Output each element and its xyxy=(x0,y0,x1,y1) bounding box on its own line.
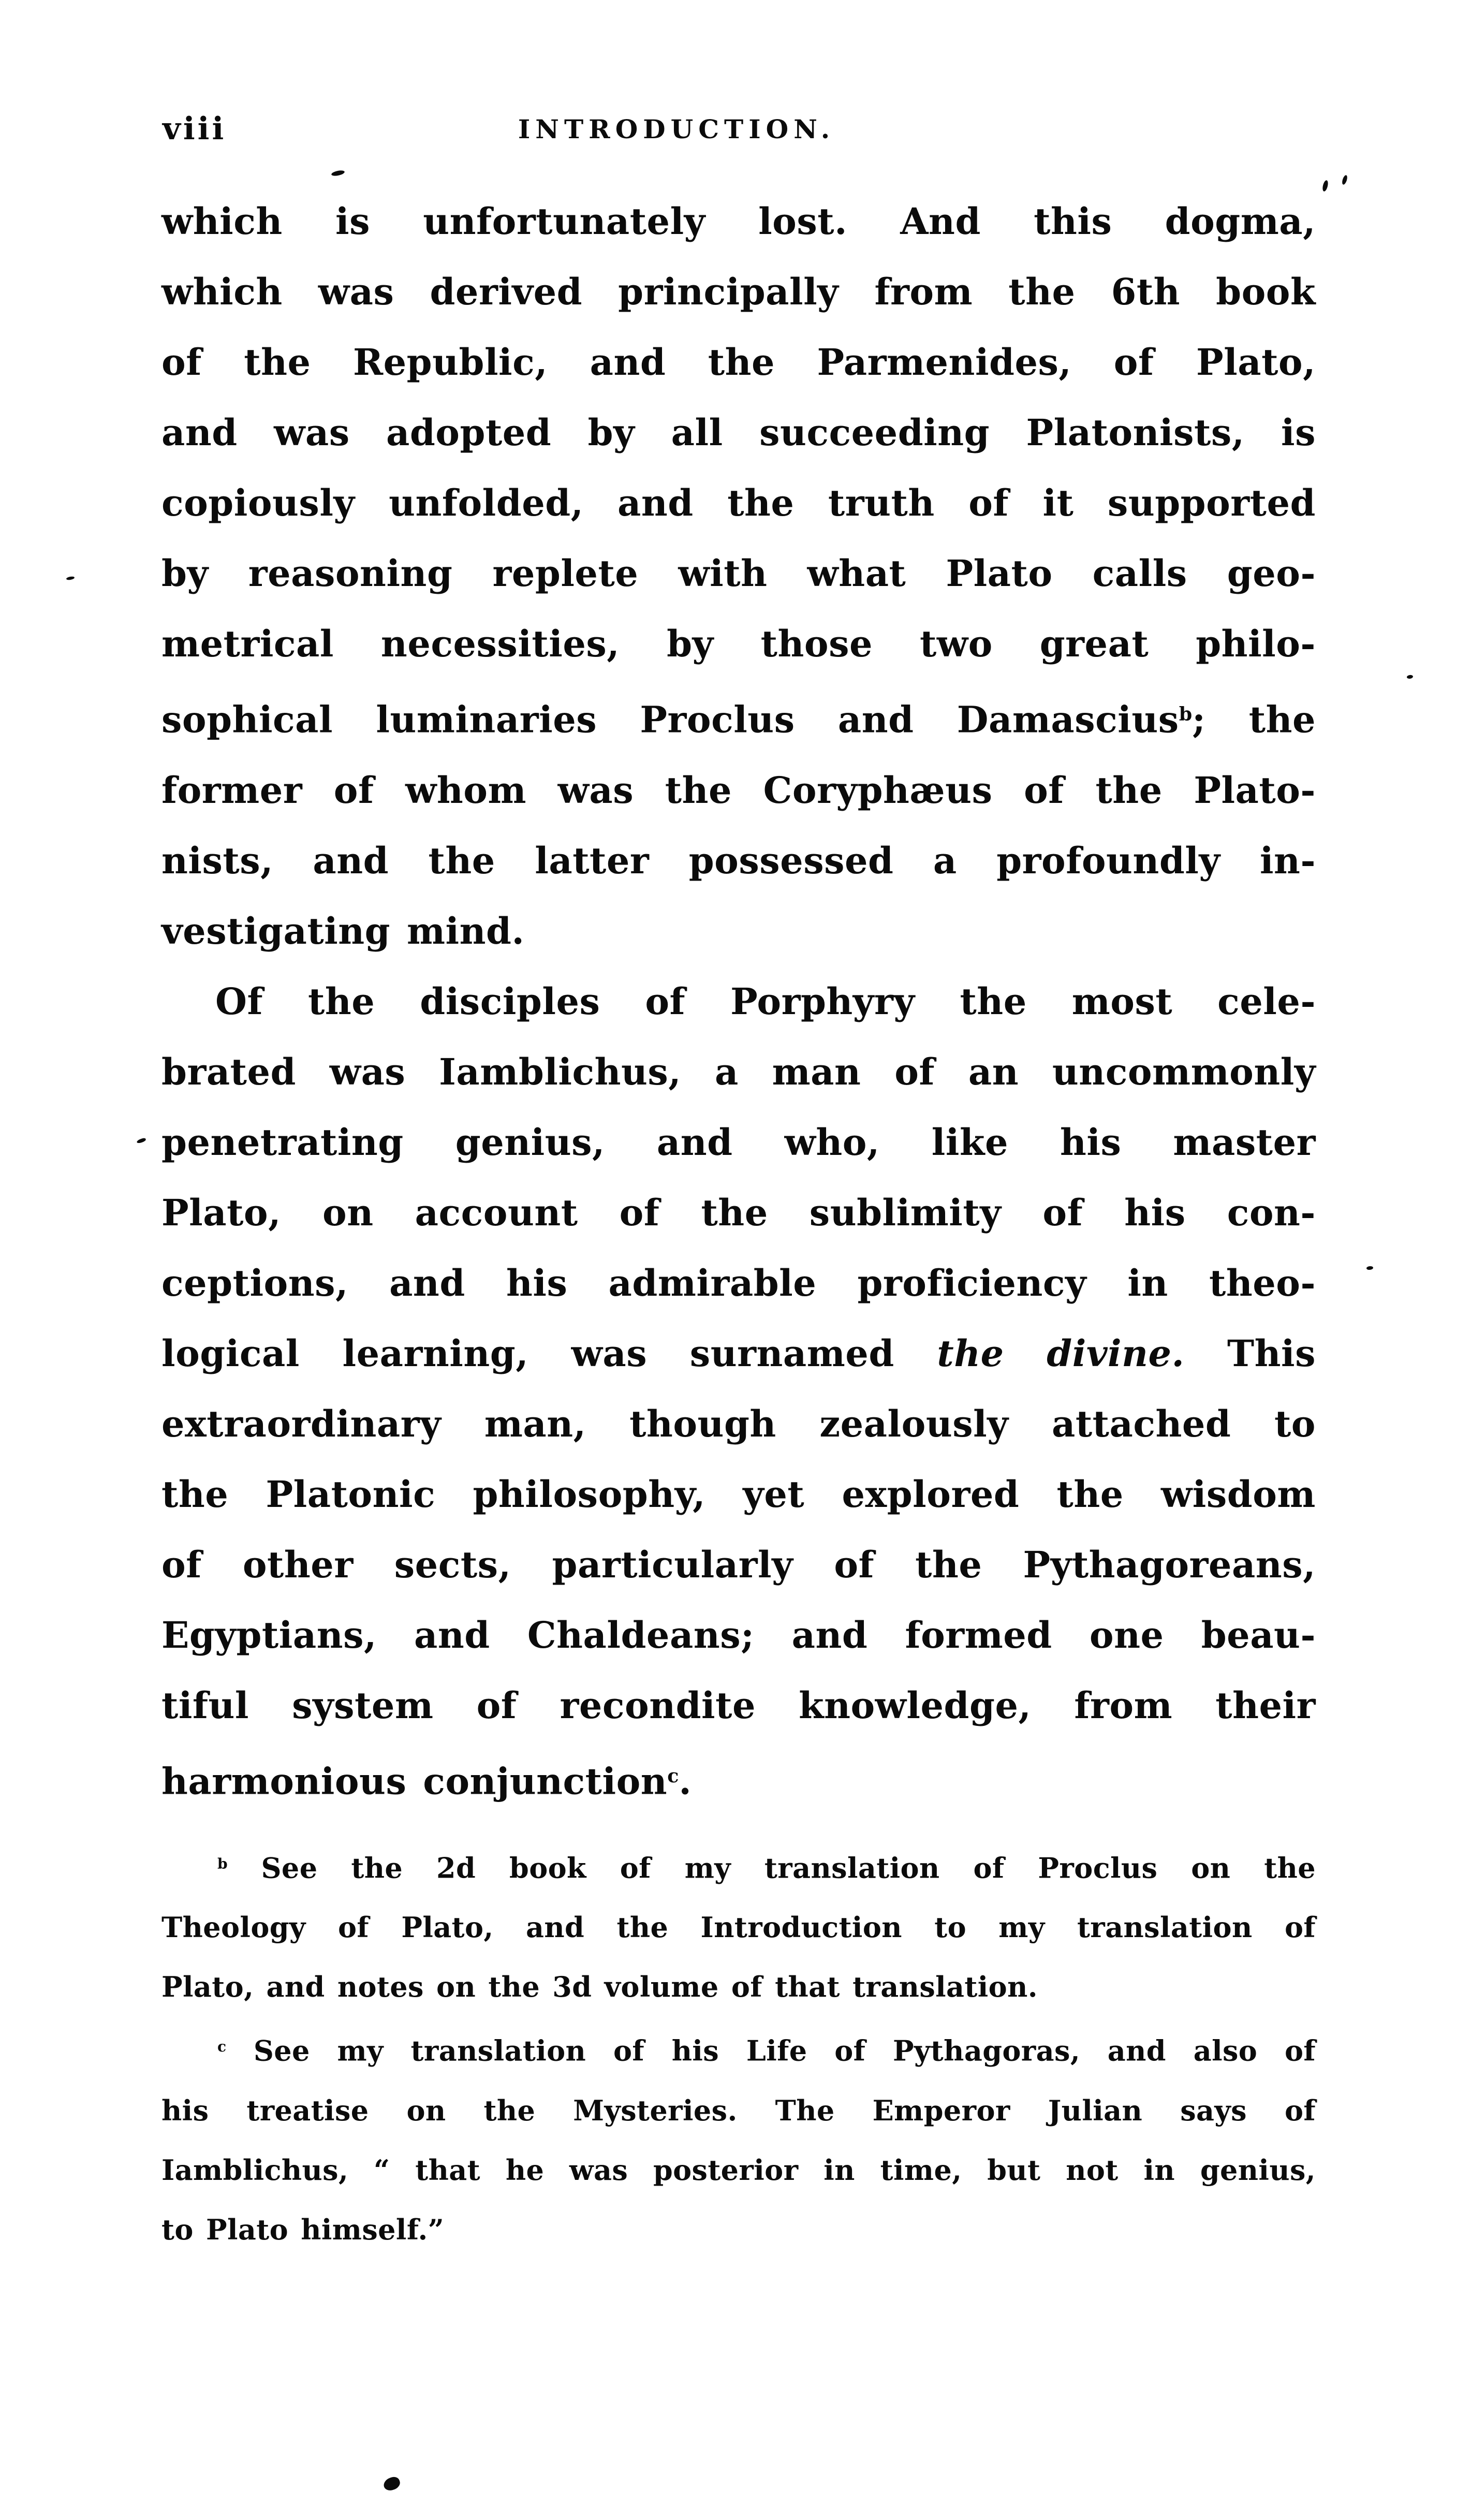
text-segment: Iamblichus, “ that he was posterior in time, but not in genius, xyxy=(161,2153,1316,2187)
footnote xyxy=(161,1834,1316,2017)
text-segment: logical learning, was surnamed xyxy=(161,1331,937,1375)
text-segment: penetrating genius, and who, like his master xyxy=(161,1120,1316,1164)
text-line xyxy=(161,1107,1316,1178)
text-segment: Of the disciples of Porphyry the most cele- xyxy=(215,979,1316,1023)
ink-speck xyxy=(1366,1266,1374,1270)
text-line xyxy=(161,1600,1316,1671)
text-line xyxy=(161,1671,1316,1741)
text-line xyxy=(161,1459,1316,1530)
text-segment: ceptions, and his admirable proficiency in theo- xyxy=(161,1261,1316,1305)
text-line xyxy=(161,2141,1316,2200)
text-line xyxy=(161,1178,1316,1248)
text-line xyxy=(161,896,1316,966)
ink-speck xyxy=(66,576,75,581)
text-line xyxy=(161,755,1316,826)
text-line xyxy=(161,1741,1316,1817)
text-line xyxy=(161,966,1316,1037)
text-line xyxy=(161,1898,1316,1957)
text-segment: c xyxy=(217,2038,227,2056)
text-segment: extraordinary man, though zealously attached to xyxy=(161,1402,1316,1445)
text-line xyxy=(161,327,1316,398)
text-line xyxy=(161,826,1316,896)
text-line xyxy=(161,679,1316,755)
text-segment: b xyxy=(217,1855,228,1872)
paragraph xyxy=(161,966,1316,1817)
footnote xyxy=(161,2017,1316,2259)
text-line xyxy=(161,257,1316,327)
text-segment: Plato, on account of the sublimity of his con- xyxy=(161,1191,1316,1234)
text-line xyxy=(161,1318,1316,1389)
text-segment: copiously unfolded, and the truth of it supported xyxy=(161,481,1316,524)
ink-speck xyxy=(382,2475,402,2492)
body-text xyxy=(161,186,1316,1816)
text-segment: Plato, and notes on the 3d volume of that translation. xyxy=(161,1970,1038,2004)
page-number: viii xyxy=(163,111,227,147)
page-header xyxy=(161,107,1316,153)
text-line xyxy=(161,609,1316,679)
text-segment: metrical necessities, by those two great philo- xyxy=(161,622,1316,665)
text-segment: See the 2d book of my translation of Proclus on the xyxy=(227,1851,1316,1885)
ink-speck xyxy=(1341,174,1348,185)
ink-speck xyxy=(1407,675,1414,679)
text-segment: and was adopted by all succeeding Platonists, is xyxy=(161,411,1316,454)
text-segment: nists, and the latter possessed a profoundly in- xyxy=(161,839,1316,882)
text-line xyxy=(161,468,1316,538)
text-segment: the Platonic philosophy, yet explored the wisdom xyxy=(161,1472,1316,1516)
text-segment: tiful system of recondite knowledge, from their xyxy=(161,1683,1316,1727)
text-line xyxy=(161,2017,1316,2081)
text-segment: his treatise on the Mysteries. The Emperor Julian says of xyxy=(161,2093,1316,2127)
text-line xyxy=(161,1530,1316,1600)
text-line xyxy=(161,2081,1316,2141)
text-segment: by reasoning replete with what Plato calls geo- xyxy=(161,552,1316,595)
text-line xyxy=(161,2200,1316,2260)
text-segment: b xyxy=(1179,703,1193,725)
text-line xyxy=(161,538,1316,609)
text-segment: . xyxy=(679,1760,692,1803)
text-segment: which is unfortunately lost. And this dogma, xyxy=(161,200,1316,243)
text-segment: Egyptians, and Chaldeans; and formed one beau- xyxy=(161,1613,1316,1657)
text-segment: brated was Iamblichus, a man of an uncommonly xyxy=(161,1050,1316,1093)
text-line xyxy=(161,1037,1316,1107)
text-segment: the divine. xyxy=(937,1331,1185,1375)
text-segment: c xyxy=(667,1764,679,1787)
ink-speck xyxy=(136,1137,146,1144)
text-segment: harmonious conjunction xyxy=(161,1760,668,1803)
text-line xyxy=(161,1957,1316,2017)
text-segment: Theology of Plato, and the Introduction to my translation of xyxy=(161,1911,1316,1944)
text-segment: of other sects, particularly of the Pythagoreans, xyxy=(161,1543,1316,1586)
text-segment: former of whom was the Coryphæus of the Plato- xyxy=(161,768,1316,812)
footnotes xyxy=(161,1834,1316,2260)
text-segment: This xyxy=(1184,1331,1316,1375)
text-segment: sophical luminaries Proclus and Damascius xyxy=(161,698,1179,741)
ink-speck xyxy=(331,169,345,177)
paragraph xyxy=(161,186,1316,966)
running-header-title: INTRODUCTION. xyxy=(518,114,835,144)
text-line xyxy=(161,1834,1316,1898)
text-segment: See my translation of his Life of Pythagoras, and also of xyxy=(226,2034,1316,2068)
text-segment: which was derived principally from the 6th book xyxy=(161,270,1316,313)
ink-speck xyxy=(1321,180,1329,192)
text-line xyxy=(161,186,1316,257)
text-line xyxy=(161,1248,1316,1318)
text-line xyxy=(161,1389,1316,1459)
text-segment: ; the xyxy=(1192,698,1316,741)
text-line xyxy=(161,398,1316,468)
text-segment: to Plato himself.” xyxy=(161,2213,445,2246)
text-segment: of the Republic, and the Parmenides, of Plato, xyxy=(161,341,1316,384)
text-segment: vestigating mind. xyxy=(161,909,525,953)
